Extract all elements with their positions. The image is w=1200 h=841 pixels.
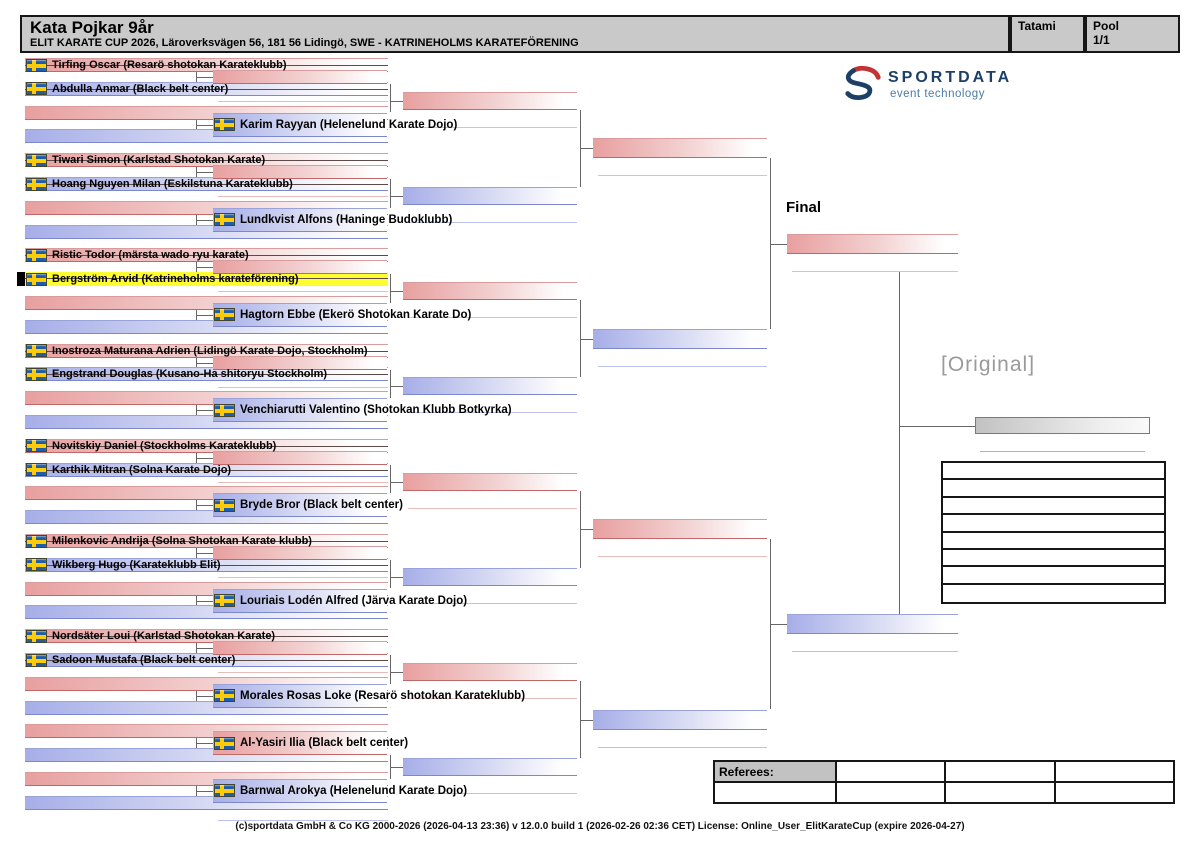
competitor-label: Hoang Nguyen Milan (Eskilstuna Karateklubb) (52, 178, 293, 190)
score-line (218, 101, 388, 102)
standings-row (943, 567, 1164, 584)
bracket-connector (196, 791, 213, 792)
competitor-name (25, 440, 388, 452)
quarterfinal-slot (403, 758, 577, 776)
competitor-label: Al-Yasiri Ilia (Black belt center) (240, 737, 409, 750)
score-line (408, 508, 577, 509)
bracket-connector (390, 370, 391, 399)
competitor-name (25, 272, 388, 286)
bracket-connector (390, 655, 391, 684)
quarterfinal-slot (403, 92, 577, 110)
competitor-name (213, 590, 468, 612)
r1-slot (25, 653, 388, 667)
referee-cell (836, 761, 945, 782)
semifinal-slot (593, 329, 767, 349)
tatami-label: Tatami (1018, 19, 1056, 33)
competitor-name (213, 685, 526, 707)
bracket-connector (196, 648, 213, 649)
sweden-flag-icon (214, 404, 235, 417)
score-line (218, 291, 388, 292)
bracket-connector (196, 267, 213, 268)
standings-row (943, 533, 1164, 550)
logo-wordmark: SPORTDATA (888, 69, 1013, 86)
competitor-label: Bryde Bror (Black belt center) (240, 499, 403, 512)
competitor-name (213, 399, 512, 421)
bracket-connector (390, 101, 403, 102)
quarterfinal-slot (403, 663, 577, 681)
bracket-connector (580, 148, 593, 149)
r1-slot (25, 534, 388, 548)
sweden-flag-icon (26, 654, 47, 667)
sweden-flag-icon (26, 558, 47, 571)
competitor-name (25, 559, 388, 571)
bracket-connector (390, 560, 391, 589)
final-to-winner-connector (899, 426, 975, 427)
bracket-connector (196, 696, 213, 697)
competitor-name (213, 209, 453, 231)
sweden-flag-icon (214, 118, 235, 131)
r2-slot (213, 398, 512, 422)
competitor-label: Venchiarutti Valentino (Shotokan Klubb Botkyrka) (240, 404, 512, 417)
score-line (218, 577, 388, 578)
competitor-label: Inostroza Maturana Adrien (Lidingö Karate Dojo, Stockholm) (52, 344, 368, 357)
score-line (218, 196, 388, 197)
sweden-flag-icon (26, 82, 47, 95)
sweden-flag-icon (26, 535, 47, 548)
competitor-label: Abdulla Anmar (Black belt center) (52, 82, 229, 95)
bracket-connector (196, 363, 213, 364)
category-title: Kata Pojkar 9år (30, 18, 154, 37)
sweden-flag-icon (26, 59, 47, 72)
referee-cell (1055, 761, 1174, 782)
semifinal-slot (593, 710, 767, 730)
bracket-connector (390, 672, 403, 673)
bracket-connector (770, 624, 787, 625)
competitor-label: Nordsäter Loui (Karlstad Shotokan Karate) (52, 630, 276, 643)
competitor-name (213, 304, 472, 326)
bracket-connector (580, 339, 593, 340)
bracket-connector (390, 179, 391, 208)
competitor-label: Karim Rayyan (Helenelund Karate Dojo) (240, 118, 458, 131)
r2-slot (213, 113, 458, 137)
sweden-flag-icon (26, 463, 47, 476)
r2-slot-empty (213, 70, 387, 84)
standings-row (943, 498, 1164, 515)
competitor-label: Lundkvist Alfons (Haninge Budoklubb) (240, 213, 453, 226)
bracket-connector (770, 244, 787, 245)
competitor-name (25, 249, 388, 261)
sweden-flag-icon (26, 249, 47, 262)
standings-row (943, 463, 1164, 480)
sweden-flag-icon (214, 737, 235, 750)
quarterfinal-slot (403, 473, 577, 491)
semifinal-slot (593, 519, 767, 539)
sweden-flag-icon (26, 439, 47, 452)
competitor-name (25, 630, 388, 642)
bracket-connector (390, 482, 403, 483)
pool-value: 1/1 (1093, 33, 1110, 47)
competitor-label: Karthik Mitran (Solna Karate Dojo) (52, 463, 232, 476)
r2-slot (213, 684, 526, 708)
competitor-name (25, 654, 388, 666)
competitor-label: Morales Rosas Loke (Resarö shotokan Karateklubb) (240, 689, 526, 702)
final-slot (787, 234, 958, 254)
competitor-label: Hagtorn Ebbe (Ekerö Shotokan Karate Do) (240, 308, 472, 321)
score-line (218, 482, 388, 483)
r1-slot (25, 153, 388, 167)
competitor-name (25, 345, 388, 357)
r1-slot (25, 463, 388, 477)
sweden-flag-icon (26, 630, 47, 643)
competitor-label: Milenkovic Andrija (Solna Shotokan Karate klubb) (52, 535, 312, 547)
score-line (598, 747, 767, 748)
competitor-label: Bergström Arvid (Katrineholms karateförening) (52, 273, 299, 286)
competitor-name (25, 368, 388, 380)
r1-slot (25, 272, 388, 286)
r2-slot (213, 493, 403, 517)
bracket-connector (580, 720, 593, 721)
r1-slot (25, 248, 388, 262)
score-line (980, 451, 1145, 452)
bracket-connector (390, 386, 403, 387)
current-match-marker (17, 272, 25, 286)
final-label: Final (786, 199, 822, 216)
quarterfinal-slot (403, 187, 577, 205)
r1-slot (25, 558, 388, 572)
competitor-label: Tirfing Oscar (Resarö shotokan Karateklubb) (52, 59, 287, 71)
r2-slot (213, 208, 453, 232)
quarterfinal-slot (403, 377, 577, 395)
bracket-connector (196, 743, 213, 744)
bracket-connector (196, 125, 213, 126)
sweden-flag-icon (26, 178, 47, 191)
event-subtitle: ELIT KARATE CUP 2026, Läroverksvägen 56, 181 56 Lidingö, SWE - KATRINEHOLMS KARATEFÖRENING (30, 37, 579, 49)
referee-cell (945, 782, 1055, 803)
r1-slot (25, 344, 388, 358)
competitor-name (25, 178, 388, 190)
bracket-connector (196, 601, 213, 602)
bracket-connector (196, 505, 213, 506)
referee-cell (1055, 782, 1174, 803)
r2-slot-empty (213, 641, 387, 655)
standings-row (943, 585, 1164, 602)
competitor-name (213, 732, 409, 754)
bracket-connector (390, 196, 403, 197)
score-line (598, 366, 767, 367)
r2-slot (213, 303, 472, 327)
standings-table (941, 461, 1166, 604)
bracket-connector (390, 767, 403, 768)
r2-slot (213, 731, 409, 755)
bracket-connector (390, 84, 391, 113)
competitor-name (25, 154, 388, 166)
sweden-flag-icon (26, 368, 47, 381)
bracket-connector (580, 529, 593, 530)
final-to-winner-connector (899, 272, 900, 615)
r1-slot (25, 367, 388, 381)
standings-row (943, 480, 1164, 497)
competitor-label: Tiwari Simon (Karlstad Shotokan Karate) (52, 154, 266, 167)
sweden-flag-icon (26, 344, 47, 357)
competitor-name (25, 464, 388, 476)
bracket-connector (196, 315, 213, 316)
r2-slot-empty (213, 165, 387, 179)
bracket-connector (390, 465, 391, 494)
sweden-flag-icon (214, 213, 235, 226)
final-slot (787, 614, 958, 634)
referees-label-cell: Referees: (714, 761, 836, 782)
score-line (218, 672, 388, 673)
referee-cell (714, 782, 836, 803)
competitor-label: Barnwal Arokya (Helenelund Karate Dojo) (240, 784, 468, 797)
competitor-label: Wikberg Hugo (Karateklubb Elit) (52, 558, 221, 571)
score-line (218, 387, 388, 388)
semifinal-slot (593, 138, 767, 158)
r1-slot (25, 177, 388, 191)
competitor-name (213, 780, 468, 802)
sweden-flag-icon (214, 499, 235, 512)
original-watermark: [Original] (941, 353, 1036, 376)
score-line (598, 175, 767, 176)
competitor-name (25, 59, 388, 71)
logo-tagline: event technology (890, 88, 985, 100)
competitor-label: Engstrand Douglas (Kusano-Ha shitoryu Stockholm) (52, 368, 328, 381)
sweden-flag-icon (214, 784, 235, 797)
competitor-name (213, 114, 458, 136)
r1-slot (25, 58, 388, 72)
competitor-name (25, 83, 388, 95)
r1-slot (25, 629, 388, 643)
competitor-label: Sadoon Mustafa (Black belt center) (52, 654, 236, 666)
footer-license-line: (c)sportdata GmbH & Co KG 2000-2026 (2026-04-13 23:36) v 12.0.0 build 1 (2026-02-26 02:36 CET) License: Online_User_ElitKarateCup (expire 2026-04-27) (235, 821, 965, 832)
sweden-flag-icon (26, 154, 47, 167)
score-line (598, 556, 767, 557)
competitor-name (213, 494, 403, 516)
r2-slot-empty (213, 356, 387, 370)
bracket-connector (196, 553, 213, 554)
sweden-flag-icon (26, 273, 47, 286)
bracket-connector (196, 77, 213, 78)
standings-row (943, 550, 1164, 567)
score-line (792, 651, 958, 652)
score-line (792, 271, 958, 272)
bracket-connector (390, 291, 403, 292)
competitor-label: Ristic Todor (märsta wado ryu karate) (52, 249, 249, 262)
referees-table (713, 760, 1175, 804)
r1-slot (25, 82, 388, 96)
r2-slot (213, 779, 468, 803)
sweden-flag-icon (214, 689, 235, 702)
competitor-name (25, 535, 388, 547)
bracket-connector (196, 458, 213, 459)
bracket-connector (390, 577, 403, 578)
bracket-connector (196, 172, 213, 173)
competitor-label: Louriais Lodén Alfred (Järva Karate Dojo) (240, 594, 468, 607)
referee-cell (836, 782, 945, 803)
competitor-label: Novitskiy Daniel (Stockholms Karateklubb) (52, 439, 277, 452)
r1-slot (25, 439, 388, 453)
sweden-flag-icon (214, 594, 235, 607)
r2-slot-empty (213, 451, 387, 465)
r2-slot-empty (213, 546, 387, 560)
quarterfinal-slot (403, 568, 577, 586)
bracket-connector (390, 274, 391, 303)
quarterfinal-slot (403, 282, 577, 300)
r2-slot (213, 589, 468, 613)
sweden-flag-icon (214, 308, 235, 321)
bracket-connector (196, 410, 213, 411)
referee-cell (945, 761, 1055, 782)
pool-label: Pool (1093, 19, 1119, 33)
winner-slot (975, 417, 1150, 434)
bracket-connector (196, 220, 213, 221)
standings-row (943, 515, 1164, 532)
